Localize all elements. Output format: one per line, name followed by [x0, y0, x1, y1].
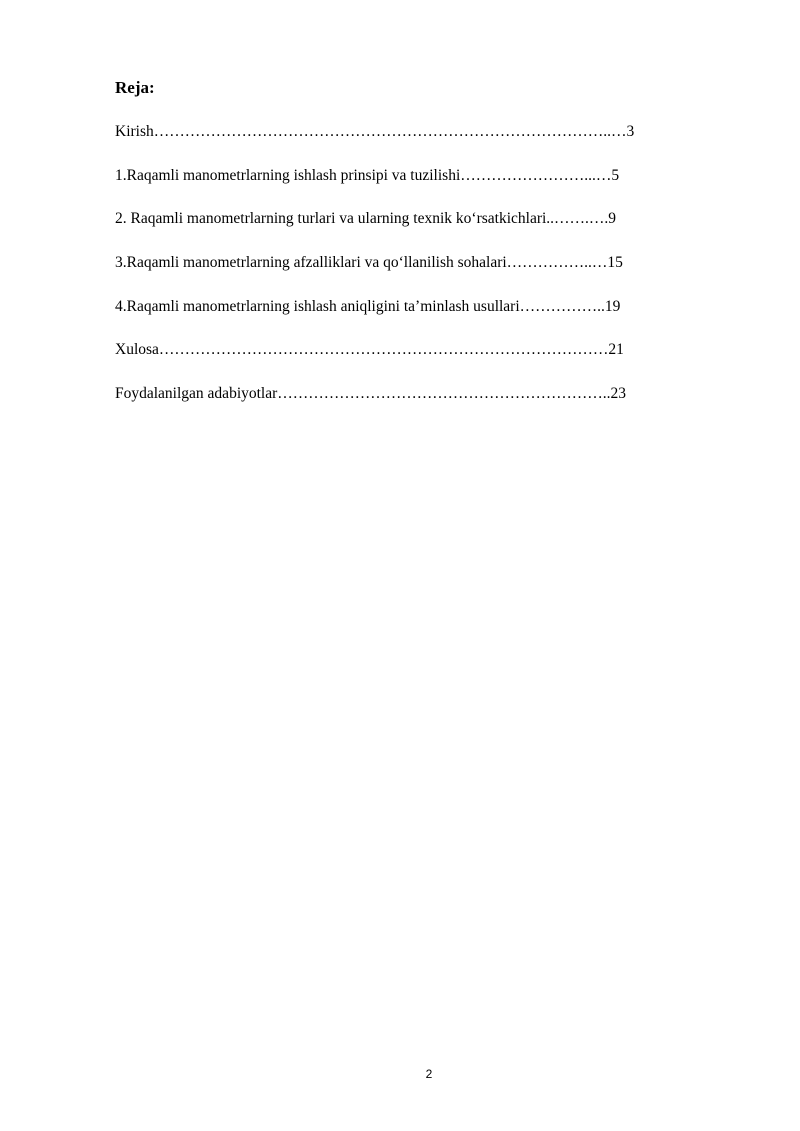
- page-number: 2: [425, 1067, 433, 1081]
- toc-entry-references: Foydalanilgan adabiyotlar………………………………………………………..23: [115, 385, 627, 403]
- toc-entry-conclusion: Xulosa……………………………………………………………………………21: [115, 341, 624, 359]
- table-of-contents: [115, 121, 735, 427]
- toc-entry-section-3: 3.Raqamli manometrlarning afzalliklari va qo‘llanilish sohalari……………..…15: [115, 254, 623, 272]
- toc-entry-section-1: 1.Raqamli manometrlarning ishlash prinsipi va tuzilishi……………………...…5: [115, 166, 620, 184]
- toc-heading: Reja:: [115, 78, 155, 97]
- toc-entry-section-4: 4.Raqamli manometrlarning ishlash aniqligini ta’minlash usullari……………..19: [115, 297, 621, 315]
- toc-entry-section-2: 2. Raqamli manometrlarning turlari va ularning texnik ko‘rsatkichlari..…….….9: [115, 210, 617, 228]
- toc-entry-introduction: Kirish……………………………………………………………………………..…3: [115, 123, 635, 140]
